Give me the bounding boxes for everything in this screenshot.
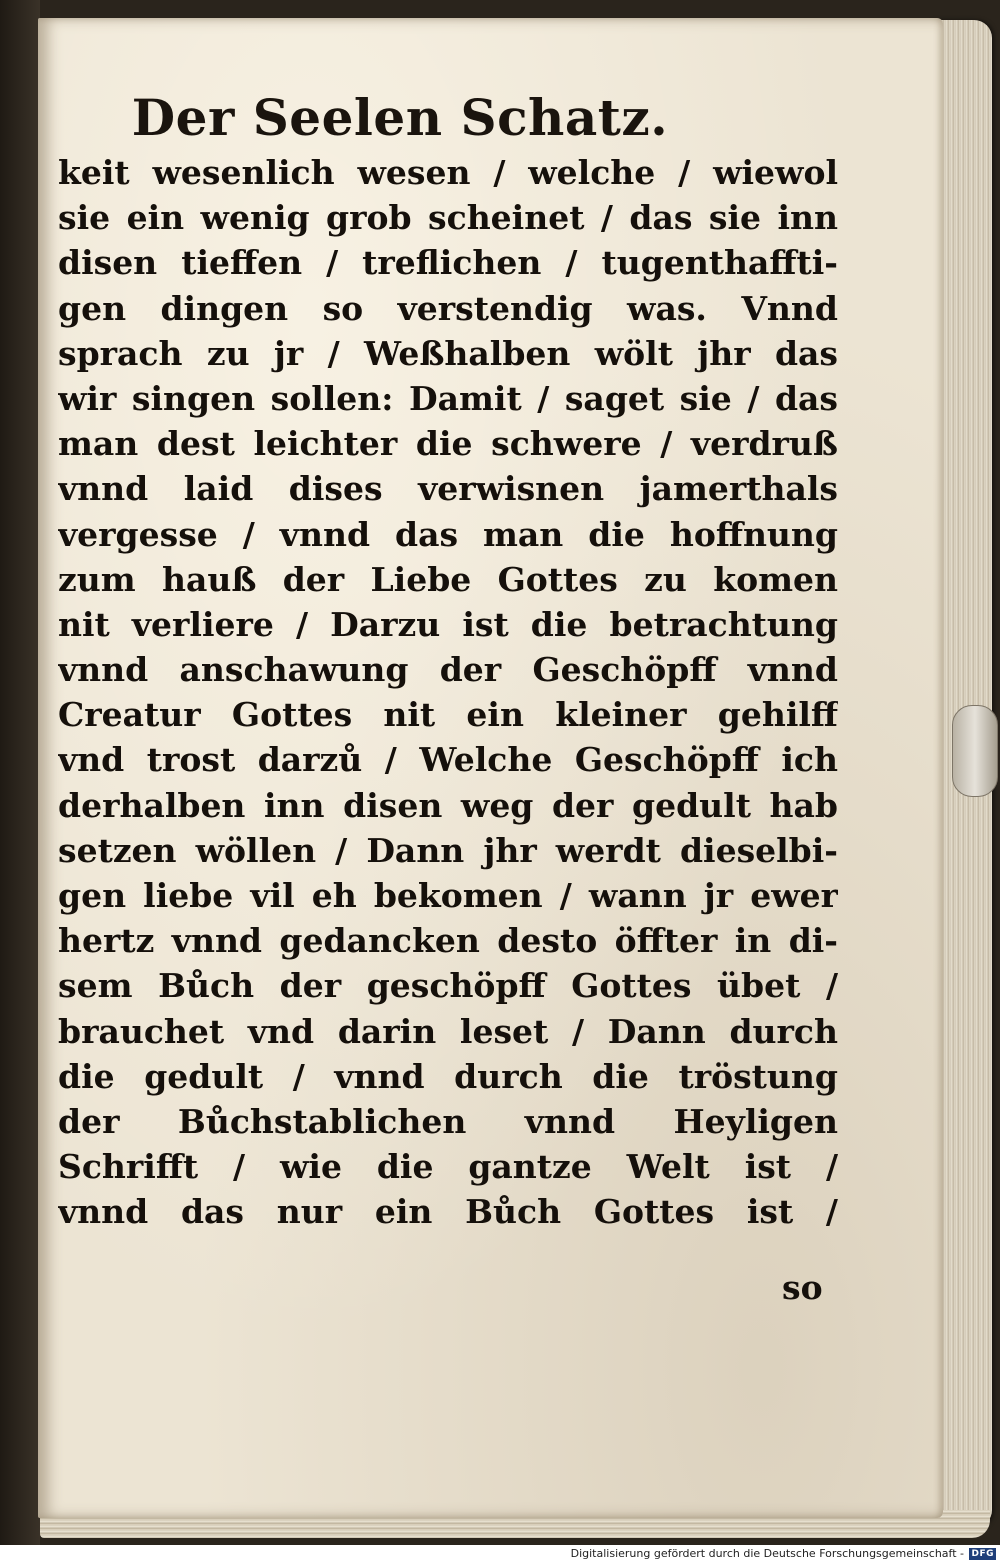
text-line: vergesse / vnnd das man die hoffnung (58, 514, 838, 554)
running-head: Der Seelen Schatz. (131, 88, 669, 147)
digitization-footer (0, 1545, 1000, 1563)
text-line: wir singen sollen: Damit / saget sie / das (58, 378, 838, 418)
text-line: sem Bůch der geschöpff Gottes übet / (58, 966, 838, 1006)
text-line: derhalben inn disen weg der gedult hab (58, 785, 838, 825)
text-line: brauchet vnd darin leset / Dann durch (58, 1011, 838, 1051)
text-line: disen tieffen / treflichen / tugenthaffti- (58, 243, 838, 283)
text-line: die gedult / vnnd durch die tröstung (58, 1056, 838, 1096)
text-line: vnnd das nur ein Bůch Gottes ist / (58, 1192, 838, 1232)
text-line: Schrifft / wie die gantze Welt ist / (58, 1147, 838, 1187)
text-line: hertz vnnd gedancken desto öffter in di- (58, 921, 838, 961)
text-line: setzen wöllen / Dann jhr werdt dieselbi- (58, 830, 838, 870)
text-line: Creatur Gottes nit ein kleiner gehilff (58, 695, 838, 735)
text-line: gen dingen so verstendig was. Vnnd (58, 288, 838, 328)
text-line: sprach zu jr / Weßhalben wölt jhr das (58, 333, 838, 373)
text-line: nit verliere / Darzu ist die betrachtung (58, 604, 838, 644)
funding-credit: Digitalisierung gefördert durch die Deutsche Forschungsgemeinschaft - (570, 1547, 964, 1560)
text-line: sie ein wenig grob scheinet / das sie inn (58, 198, 838, 238)
catchword: so (782, 1268, 823, 1307)
text-line: vnd trost darzů / Welche Geschöpff ich (58, 740, 838, 780)
text-line: keit wesenlich wesen / welche / wiewol (58, 153, 838, 192)
dfg-logo: DFG (971, 1549, 994, 1559)
scan-background (0, 0, 40, 1545)
text-line: vnnd anschawung der Geschöpff vnnd (58, 650, 838, 690)
text-line: vnnd laid dises verwisnen jamerthals (58, 469, 838, 509)
text-line: gen liebe vil eh bekomen / wann jr ewer (58, 876, 838, 915)
body-text (58, 150, 838, 1235)
text-line: zum hauß der Liebe Gottes zu komen (58, 559, 838, 599)
text-line: man dest leichter die schwere / verdruß (58, 424, 838, 464)
text-line: der Bůchstablichen vnnd Heyligen (58, 1101, 838, 1141)
book-clip (952, 705, 998, 797)
